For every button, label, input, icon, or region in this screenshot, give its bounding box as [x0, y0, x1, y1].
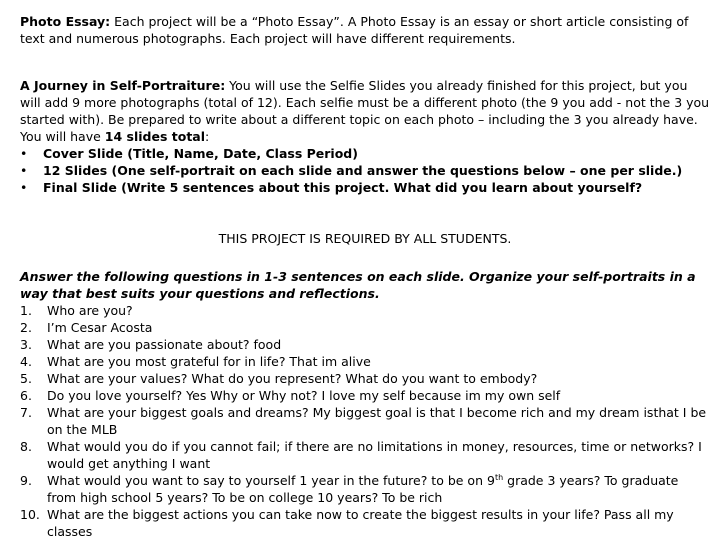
- journey-total: 14 slides total: [104, 129, 206, 144]
- required-notice: THIS PROJECT IS REQUIRED BY ALL STUDENTS.: [218, 231, 512, 246]
- list-item: 5. What are your values? What do you represent? What do you want to embody?: [20, 371, 538, 386]
- slide-requirements-list: [20, 145, 710, 196]
- photo-essay-text: Each project will be a “Photo Essay”. A Photo Essay is an essay or short article consisting of text and numerous photographs. Each project will have different requirements.: [20, 14, 689, 46]
- list-item: 10. What are the biggest actions you can take now to create the biggest results in your life? Pass all my classes: [20, 507, 674, 539]
- photo-essay-paragraph: [20, 13, 710, 47]
- list-item: • Cover Slide (Title, Name, Date, Class Period): [20, 145, 710, 162]
- photo-essay-label: Photo Essay:: [20, 14, 111, 29]
- list-item: 2. I’m Cesar Acosta: [20, 320, 153, 335]
- list-item: • 12 Slides (One self-portrait on each slide and answer the questions below – one per slide.): [20, 162, 710, 179]
- journey-label: A Journey in Self-Portraiture:: [20, 78, 226, 93]
- questions-section: [20, 268, 710, 540]
- list-item: 6. Do you love yourself? Yes Why or Why not? I love my self because im my own self: [20, 388, 561, 403]
- list-item: 8. What would you do if you cannot fail; if there are no limitations in money, resources, time or networks? I would get anything I want: [20, 439, 702, 471]
- list-item: 4. What are you most grateful for in life? That im alive: [20, 354, 371, 369]
- list-item: 1. Who are you?: [20, 303, 133, 318]
- questions-list: [20, 302, 710, 540]
- list-item: • Final Slide (Write 5 sentences about this project. What did you learn about yourself?: [20, 179, 710, 196]
- list-item: 3. What are you passionate about? food: [20, 337, 282, 352]
- list-item: 7. What are your biggest goals and dreams? My biggest goal is that I become rich and my dream isthat I be on the MLB: [20, 405, 707, 437]
- list-item: 9. What would you want to say to yourself 1 year in the future? to be on 9th grade 3 years? To graduate from high school 5 years? To be on college 10 years? To be rich: [20, 472, 679, 505]
- journey-colon: :: [205, 129, 210, 144]
- journey-section: [20, 77, 710, 196]
- instructions: Answer the following questions in 1-3 sentences on each slide. Organize your self-portraits in a way that best suits your questions and reflections.: [20, 269, 696, 301]
- journey-text: You will use the Selfie Slides you already finished for this project, but you will add 9 more photographs (total of 12). Each selfie must be a different photo (the 9 you add - not the 3 you started with). Be prepared to write about a different topic on each photo – including the 3 you already have. You will have: [20, 78, 710, 144]
- journey-paragraph: [20, 77, 710, 145]
